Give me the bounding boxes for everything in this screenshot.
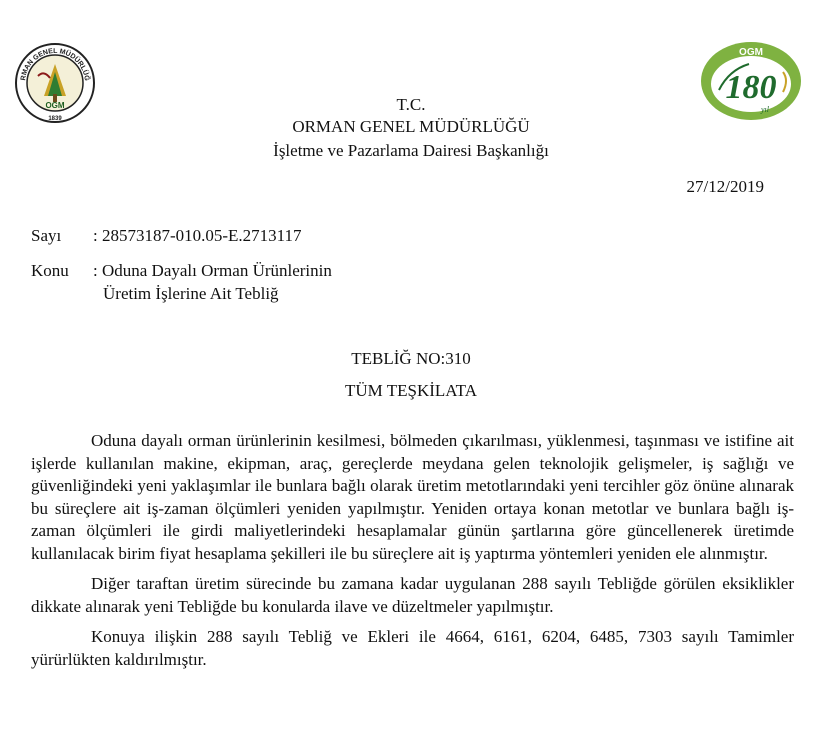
konu-row — [31, 260, 332, 282]
recipient: TÜM TEŞKİLATA — [345, 381, 477, 400]
anniversary-top-text: OGM — [739, 47, 763, 58]
sayi-value: : 28573187-010.05-E.2713117 — [93, 226, 302, 245]
document-body — [31, 430, 794, 679]
document-date: 27/12/2019 — [686, 177, 764, 196]
anniversary-suffix: yıl — [761, 105, 769, 114]
konu-label: Konu — [31, 261, 69, 280]
paragraph-1: Oduna dayalı orman ürünlerinin kesilmesi, bölmeden çıkarılması, yüklenmesi, taşınması ve istifine ait işlerde kullanılan makine, ekipman, araç, gereçlerde meydana gelen teknolojik gelişmeler, iş sağlığı ve güvenliğindeki yeni yaklaşımlar ile bunlara bağlı olarak üretim metotlarındaki yeni tercihler göz önüne alınarak bu süreçlere ait iş-zaman ölçümleri yeniden yapılmıştır. Yeniden ortaya konan metotlar ve bunlara bağlı iş-zaman ölçümleri ile girdi maliyetlerindeki hesaplamalar günün şartlarına göre güncellenerek üretimde kullanılacak birim fiyat hesaplama şekilleri ile bu süreçlere ait iş yaptırma yöntemleri yeniden ele alınmıştır. — [31, 431, 794, 563]
paragraph-3: Konuya ilişkin 288 sayılı Tebliğ ve Ekleri ile 4664, 6161, 6204, 6485, 7303 sayılı Tamimler yürürlükten kaldırılmıştır. — [31, 627, 794, 669]
seal-ring-text: RMAN GENEL MÜDÜRLÜĞ — [20, 47, 91, 82]
sayi-label: Sayı — [31, 226, 62, 245]
header-institution: ORMAN GENEL MÜDÜRLÜĞÜ — [292, 117, 530, 136]
header-department: İşletme ve Pazarlama Dairesi Başkanlığı — [273, 141, 549, 160]
sayi-row — [31, 225, 302, 247]
paragraph-2: Diğer taraftan üretim sürecinde bu zamana kadar uygulanan 288 sayılı Tebliğde görülen eksiklikler dikkate alınarak yeni Tebliğde bu konularda ilave ve düzeltmeler yapılmıştır. — [31, 574, 794, 616]
teblig-number: TEBLİĞ NO:310 — [351, 349, 471, 368]
seal-year-text: 1839 — [48, 116, 62, 122]
seal-inner-text: OGM — [45, 101, 65, 110]
konu-value-line1: : Oduna Dayalı Orman Ürünlerinin — [93, 261, 332, 280]
anniversary-number: 180 — [725, 69, 777, 106]
konu-value-line2: Üretim İşlerine Ait Tebliğ — [103, 284, 279, 303]
header-tc: T.C. — [396, 95, 426, 114]
